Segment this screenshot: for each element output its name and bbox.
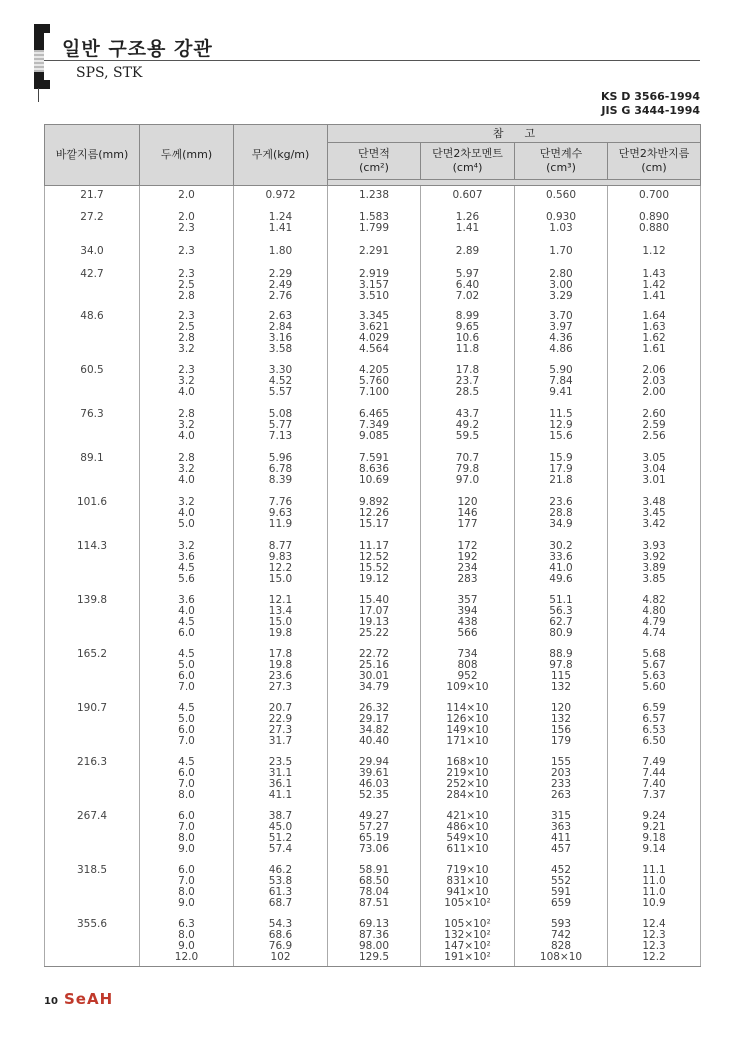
table-row xyxy=(45,535,701,589)
cell-thickness: 3.2 4.0 5.0 xyxy=(140,491,234,535)
cell-radius: 1.43 1.42 1.41 xyxy=(608,263,701,305)
cell-moment: 2.89 xyxy=(421,240,515,263)
cell-thickness: 2.3 2.5 2.8 3.2 xyxy=(140,305,234,359)
cell-moment: 0.607 xyxy=(421,186,515,206)
table-row xyxy=(45,491,701,535)
cell-radius: 1.64 1.63 1.62 1.61 xyxy=(608,305,701,359)
cell-radius: 0.890 0.880 xyxy=(608,206,701,240)
cell-area: 49.27 57.27 65.19 73.06 xyxy=(328,805,421,859)
cell-weight: 2.29 2.49 2.76 xyxy=(234,263,328,305)
table-row xyxy=(45,913,701,967)
cell-area: 2.919 3.157 3.510 xyxy=(328,263,421,305)
cell-area: 7.591 8.636 10.69 xyxy=(328,447,421,491)
cell-radius: 2.60 2.59 2.56 xyxy=(608,403,701,447)
table-row xyxy=(45,643,701,697)
cell-moment: 172 192 234 283 xyxy=(421,535,515,589)
cell-moment: 105×10² 132×10² 147×10² 191×10² xyxy=(421,913,515,967)
cell-thickness: 6.3 8.0 9.0 12.0 xyxy=(140,913,234,967)
cell-area: 4.205 5.760 7.100 xyxy=(328,359,421,403)
cell-weight: 5.96 6.78 8.39 xyxy=(234,447,328,491)
cell-weight: 20.7 22.9 27.3 31.7 xyxy=(234,697,328,751)
cell-thickness: 2.3 2.5 2.8 xyxy=(140,263,234,305)
table-row xyxy=(45,359,701,403)
cell-outer-diameter: 101.6 xyxy=(45,491,140,535)
cell-thickness: 6.0 7.0 8.0 9.0 xyxy=(140,859,234,913)
cell-moment: 70.7 79.8 97.0 xyxy=(421,447,515,491)
cell-outer-diameter: 216.3 xyxy=(45,751,140,805)
cell-moment: 357 394 438 566 xyxy=(421,589,515,643)
cell-area: 3.345 3.621 4.029 4.564 xyxy=(328,305,421,359)
cell-weight: 38.7 45.0 51.2 57.4 xyxy=(234,805,328,859)
cell-modulus: 452 552 591 659 xyxy=(515,859,608,913)
cell-weight: 2.63 2.84 3.16 3.58 xyxy=(234,305,328,359)
cell-area: 26.32 29.17 34.82 40.40 xyxy=(328,697,421,751)
cell-modulus: 315 363 411 457 xyxy=(515,805,608,859)
table-row xyxy=(45,447,701,491)
cell-moment: 114×10 126×10 149×10 171×10 xyxy=(421,697,515,751)
cell-area: 29.94 39.61 46.03 52.35 xyxy=(328,751,421,805)
cell-weight: 54.3 68.6 76.9 102 xyxy=(234,913,328,967)
cell-radius: 6.59 6.57 6.53 6.50 xyxy=(608,697,701,751)
seah-logo: SeAH xyxy=(64,990,114,1008)
cell-weight: 23.5 31.1 36.1 41.1 xyxy=(234,751,328,805)
page-subtitle: SPS, STK xyxy=(76,65,143,81)
cell-radius: 5.68 5.67 5.63 5.60 xyxy=(608,643,701,697)
cell-radius: 3.48 3.45 3.42 xyxy=(608,491,701,535)
cell-outer-diameter: 190.7 xyxy=(45,697,140,751)
cell-area: 2.291 xyxy=(328,240,421,263)
header-area: 단면적 (cm²) xyxy=(328,143,421,180)
cell-weight: 1.24 1.41 xyxy=(234,206,328,240)
cell-modulus: 51.1 56.3 62.7 80.9 xyxy=(515,589,608,643)
header-radius: 단면2차반지름 (cm) xyxy=(608,143,701,180)
cell-weight: 17.8 19.8 23.6 27.3 xyxy=(234,643,328,697)
cell-radius: 7.49 7.44 7.40 7.37 xyxy=(608,751,701,805)
table-row xyxy=(45,403,701,447)
cell-weight: 8.77 9.83 12.2 15.0 xyxy=(234,535,328,589)
cell-moment: 421×10 486×10 549×10 611×10 xyxy=(421,805,515,859)
cell-radius: 9.24 9.21 9.18 9.14 xyxy=(608,805,701,859)
cell-moment: 719×10 831×10 941×10 105×10² xyxy=(421,859,515,913)
cell-area: 6.465 7.349 9.085 xyxy=(328,403,421,447)
table-row xyxy=(45,186,701,206)
cell-radius: 0.700 xyxy=(608,186,701,206)
table-row xyxy=(45,751,701,805)
cell-moment: 120 146 177 xyxy=(421,491,515,535)
corner-bracket-tail xyxy=(38,88,39,102)
table-row xyxy=(45,305,701,359)
cell-area: 58.91 68.50 78.04 87.51 xyxy=(328,859,421,913)
cell-moment: 734 808 952 109×10 xyxy=(421,643,515,697)
cell-modulus: 120 132 156 179 xyxy=(515,697,608,751)
cell-thickness: 6.0 7.0 8.0 9.0 xyxy=(140,805,234,859)
table-row xyxy=(45,263,701,305)
cell-moment: 43.7 49.2 59.5 xyxy=(421,403,515,447)
cell-outer-diameter: 139.8 xyxy=(45,589,140,643)
cell-weight: 0.972 xyxy=(234,186,328,206)
cell-modulus: 3.70 3.97 4.36 4.86 xyxy=(515,305,608,359)
cell-outer-diameter: 165.2 xyxy=(45,643,140,697)
cell-thickness: 4.5 6.0 7.0 8.0 xyxy=(140,751,234,805)
header-outer-diameter: 바깥지름(mm) xyxy=(45,125,140,186)
table-row xyxy=(45,206,701,240)
cell-outer-diameter: 355.6 xyxy=(45,913,140,967)
header-weight: 무게(kg/m) xyxy=(234,125,328,186)
cell-thickness: 2.8 3.2 4.0 xyxy=(140,403,234,447)
cell-area: 1.238 xyxy=(328,186,421,206)
page-number: 10 xyxy=(44,996,58,1007)
cell-area: 69.13 87.36 98.00 129.5 xyxy=(328,913,421,967)
cell-radius: 4.82 4.80 4.79 4.74 xyxy=(608,589,701,643)
cell-weight: 12.1 13.4 15.0 19.8 xyxy=(234,589,328,643)
cell-outer-diameter: 318.5 xyxy=(45,859,140,913)
cell-modulus: 88.9 97.8 115 132 xyxy=(515,643,608,697)
cell-area: 9.892 12.26 15.17 xyxy=(328,491,421,535)
cell-outer-diameter: 60.5 xyxy=(45,359,140,403)
cell-modulus: 5.90 7.84 9.41 xyxy=(515,359,608,403)
header-divider xyxy=(44,60,700,61)
cell-weight: 3.30 4.52 5.57 xyxy=(234,359,328,403)
table-row xyxy=(45,859,701,913)
table-row xyxy=(45,240,701,263)
cell-weight: 46.2 53.8 61.3 68.7 xyxy=(234,859,328,913)
cell-modulus: 11.5 12.9 15.6 xyxy=(515,403,608,447)
cell-modulus: 30.2 33.6 41.0 49.6 xyxy=(515,535,608,589)
table-row xyxy=(45,697,701,751)
header-thickness: 두께(mm) xyxy=(140,125,234,186)
corner-bracket-bottom-arm xyxy=(34,80,50,89)
cell-radius: 11.1 11.0 11.0 10.9 xyxy=(608,859,701,913)
cell-weight: 7.76 9.63 11.9 xyxy=(234,491,328,535)
cell-thickness: 2.3 3.2 4.0 xyxy=(140,359,234,403)
header-moment: 단면2차모멘트 (cm⁴) xyxy=(421,143,515,180)
standard-jis: JIS G 3444-1994 xyxy=(601,104,700,117)
cell-outer-diameter: 89.1 xyxy=(45,447,140,491)
header-reference-group: 참 고 xyxy=(328,125,701,143)
cell-modulus: 0.930 1.03 xyxy=(515,206,608,240)
corner-bracket-pattern xyxy=(34,50,44,72)
cell-thickness: 3.6 4.0 4.5 6.0 xyxy=(140,589,234,643)
cell-outer-diameter: 27.2 xyxy=(45,206,140,240)
cell-area: 1.583 1.799 xyxy=(328,206,421,240)
table-body xyxy=(45,186,701,967)
cell-thickness: 2.0 xyxy=(140,186,234,206)
cell-moment: 17.8 23.7 28.5 xyxy=(421,359,515,403)
cell-weight: 5.08 5.77 7.13 xyxy=(234,403,328,447)
cell-moment: 8.99 9.65 10.6 11.8 xyxy=(421,305,515,359)
cell-thickness: 4.5 5.0 6.0 7.0 xyxy=(140,643,234,697)
pipe-spec-table xyxy=(44,124,701,967)
cell-outer-diameter: 48.6 xyxy=(45,305,140,359)
standard-ks: KS D 3566-1994 xyxy=(600,90,700,103)
cell-radius: 3.05 3.04 3.01 xyxy=(608,447,701,491)
corner-bracket-top-arm xyxy=(34,24,50,33)
table-row xyxy=(45,805,701,859)
cell-modulus: 593 742 828 108×10 xyxy=(515,913,608,967)
cell-modulus: 0.560 xyxy=(515,186,608,206)
cell-modulus: 15.9 17.9 21.8 xyxy=(515,447,608,491)
cell-outer-diameter: 267.4 xyxy=(45,805,140,859)
cell-modulus: 2.80 3.00 3.29 xyxy=(515,263,608,305)
cell-modulus: 1.70 xyxy=(515,240,608,263)
cell-outer-diameter: 42.7 xyxy=(45,263,140,305)
cell-radius: 3.93 3.92 3.89 3.85 xyxy=(608,535,701,589)
header-modulus: 단면계수 (cm³) xyxy=(515,143,608,180)
cell-thickness: 2.8 3.2 4.0 xyxy=(140,447,234,491)
cell-thickness: 2.3 xyxy=(140,240,234,263)
cell-outer-diameter: 34.0 xyxy=(45,240,140,263)
cell-weight: 1.80 xyxy=(234,240,328,263)
cell-radius: 1.12 xyxy=(608,240,701,263)
table-row xyxy=(45,589,701,643)
cell-thickness: 3.2 3.6 4.5 5.6 xyxy=(140,535,234,589)
page-title: 일반 구조용 강관 xyxy=(62,38,213,60)
cell-outer-diameter: 114.3 xyxy=(45,535,140,589)
cell-thickness: 4.5 5.0 6.0 7.0 xyxy=(140,697,234,751)
cell-modulus: 23.6 28.8 34.9 xyxy=(515,491,608,535)
cell-area: 22.72 25.16 30.01 34.79 xyxy=(328,643,421,697)
cell-outer-diameter: 21.7 xyxy=(45,186,140,206)
cell-moment: 168×10 219×10 252×10 284×10 xyxy=(421,751,515,805)
cell-area: 11.17 12.52 15.52 19.12 xyxy=(328,535,421,589)
cell-thickness: 2.0 2.3 xyxy=(140,206,234,240)
cell-moment: 1.26 1.41 xyxy=(421,206,515,240)
cell-outer-diameter: 76.3 xyxy=(45,403,140,447)
cell-moment: 5.97 6.40 7.02 xyxy=(421,263,515,305)
cell-area: 15.40 17.07 19.13 25.22 xyxy=(328,589,421,643)
cell-radius: 12.4 12.3 12.3 12.2 xyxy=(608,913,701,967)
cell-modulus: 155 203 233 263 xyxy=(515,751,608,805)
cell-radius: 2.06 2.03 2.00 xyxy=(608,359,701,403)
